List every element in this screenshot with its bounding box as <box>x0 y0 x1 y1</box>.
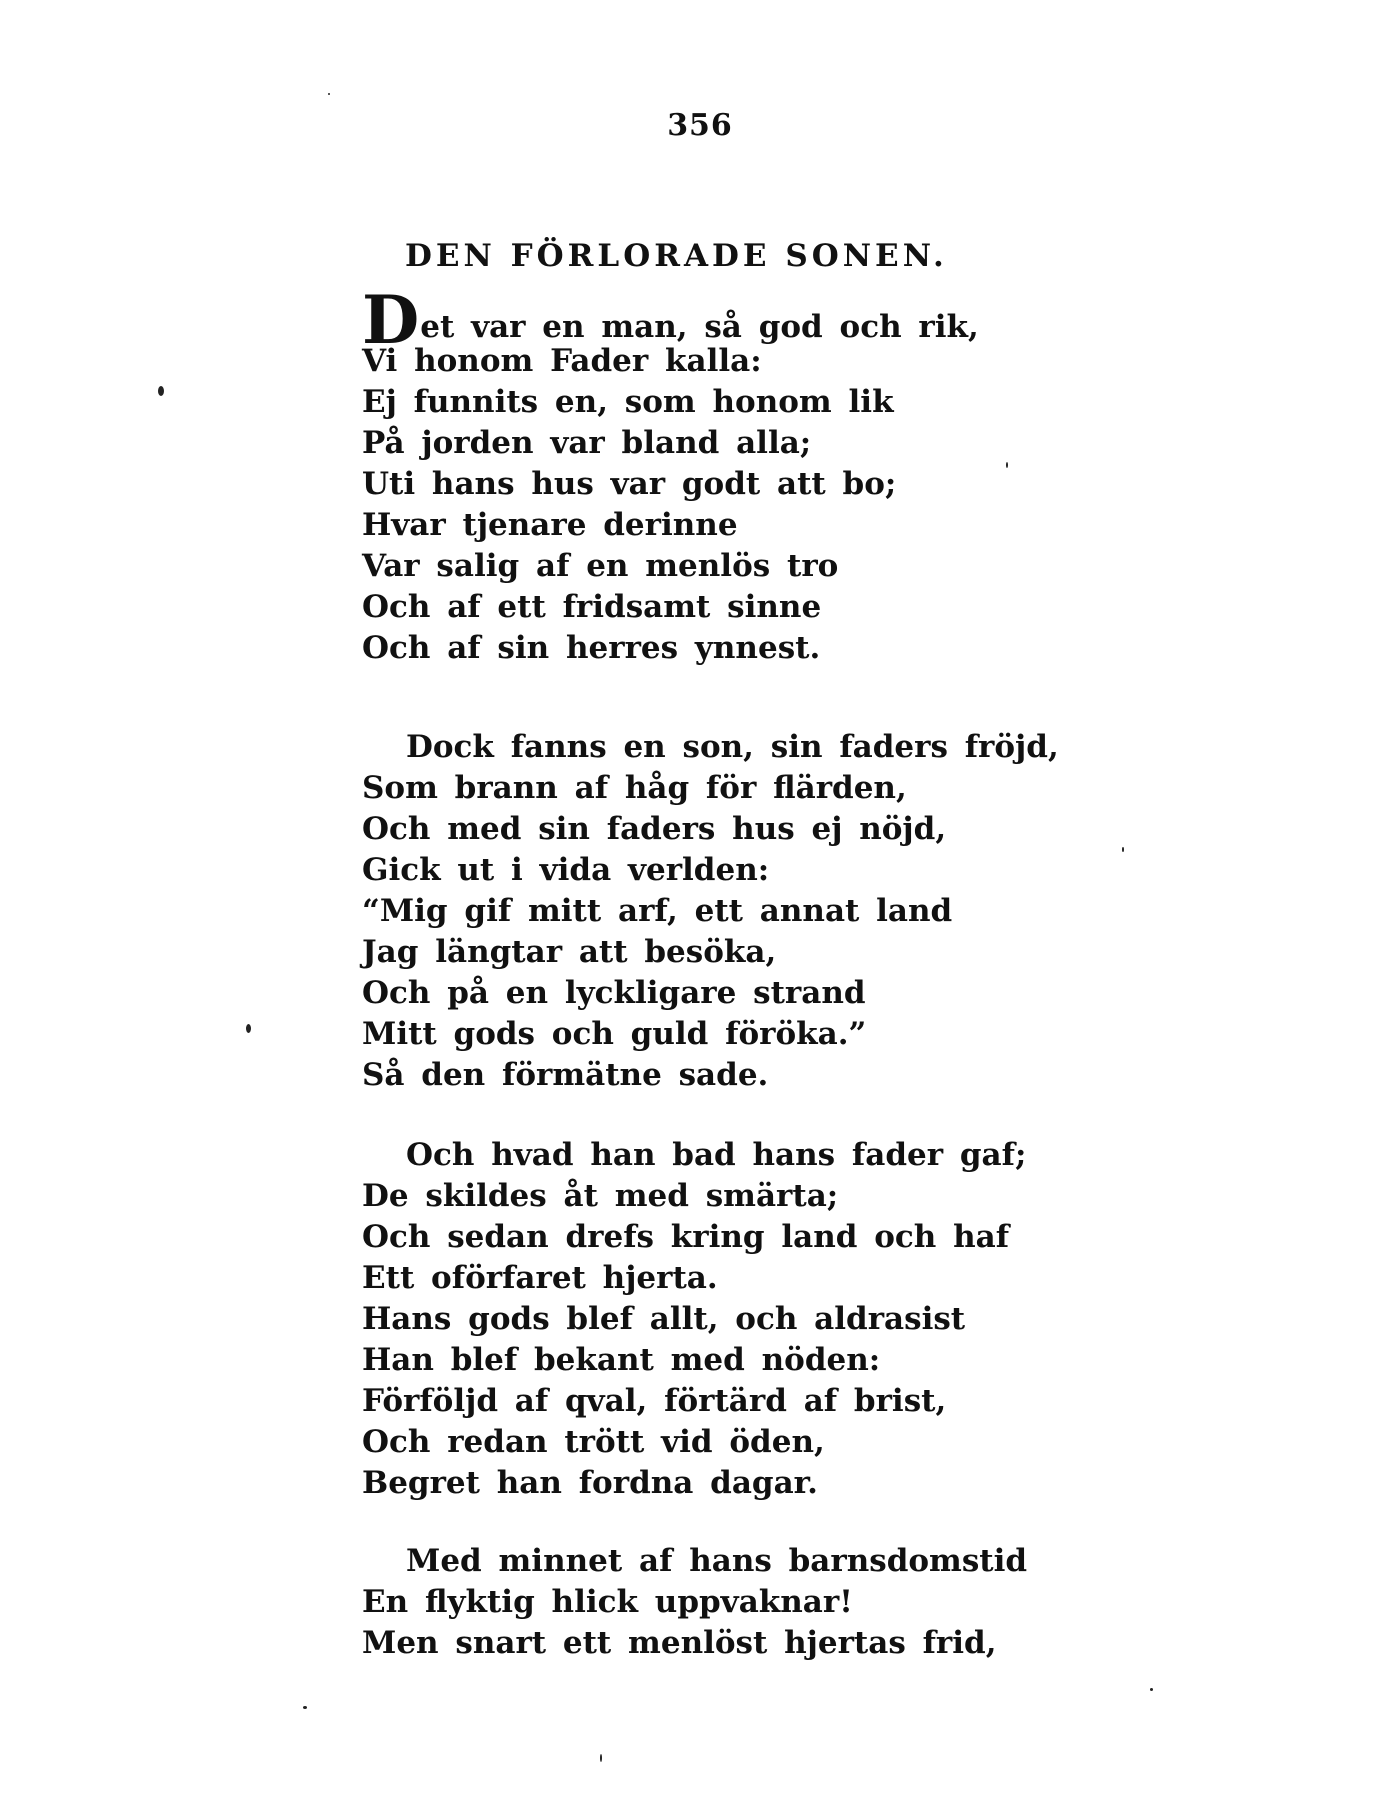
poem-line: Begret han fordna dagar. <box>362 1465 818 1501</box>
drop-cap: D <box>362 281 420 359</box>
poem-line: Var salig af en menlös tro <box>362 548 839 584</box>
poem-line: Mitt gods och guld föröka.” <box>362 1016 867 1052</box>
scan-speck <box>328 93 330 95</box>
poem-line: De skildes åt med smärta; <box>362 1178 839 1214</box>
poem-line: Hvar tjenare derinne <box>362 507 738 543</box>
poem-line: Hans gods blef allt, och aldrasist <box>362 1301 966 1337</box>
poem-line: På jorden var bland alla; <box>362 425 812 461</box>
poem-line: Så den förmätne sade. <box>362 1057 769 1093</box>
page-number: 356 <box>667 108 733 143</box>
scan-speck <box>1150 1688 1153 1691</box>
poem-line: Och af ett fridsamt sinne <box>362 589 822 625</box>
poem-line: “Mig gif mitt arf, ett annat land <box>362 893 953 929</box>
poem-line: Och af sin herres ynnest. <box>362 630 821 666</box>
poem-line: Och på en lyckligare strand <box>362 975 866 1011</box>
scan-speck <box>303 1706 307 1709</box>
poem-line: Uti hans hus var godt att bo; <box>362 466 897 502</box>
stanza-1 <box>362 281 979 669</box>
scan-speck <box>246 1024 251 1033</box>
poem-line: Och med sin faders hus ej nöjd, <box>362 811 947 847</box>
scan-speck <box>600 1754 602 1762</box>
poem-line: Dock fanns en son, sin faders fröjd, <box>406 729 1059 765</box>
poem-line: Som brann af håg för flärden, <box>362 770 907 806</box>
poem-line: Och sedan drefs kring land och haf <box>362 1219 1010 1255</box>
poem-line <box>362 281 979 359</box>
scan-speck <box>1122 847 1124 852</box>
poem-title: DEN FÖRLORADE SONEN. <box>405 238 948 274</box>
poem-line: Jag längtar att besöka, <box>362 934 777 970</box>
stanza-4 <box>362 1541 1027 1664</box>
poem-line: En flyktig hlick uppvaknar! <box>362 1584 853 1620</box>
stanza-2 <box>362 727 1059 1096</box>
poem-line: Vi honom Fader kalla: <box>362 343 762 379</box>
poem-line: Och redan trött vid öden, <box>362 1424 825 1460</box>
poem-line: Ett oförfaret hjerta. <box>362 1260 718 1296</box>
first-line-text: et var en man, så god och rik, <box>420 309 979 345</box>
poem-line: Gick ut i vida verlden: <box>362 852 770 888</box>
stanza-3 <box>362 1135 1026 1504</box>
poem-line: Och hvad han bad hans fader gaf; <box>406 1137 1027 1173</box>
scan-speck <box>158 386 164 396</box>
poem-line: Förföljd af qval, förtärd af brist, <box>362 1383 947 1419</box>
poem-line: Han blef bekant med nöden: <box>362 1342 881 1378</box>
poem-line: Ej funnits en, som honom lik <box>362 384 894 420</box>
scan-speck <box>1006 462 1008 468</box>
poem-line: Men snart ett menlöst hjertas frid, <box>362 1625 997 1661</box>
poem-line: Med minnet af hans barnsdomstid <box>406 1543 1028 1579</box>
